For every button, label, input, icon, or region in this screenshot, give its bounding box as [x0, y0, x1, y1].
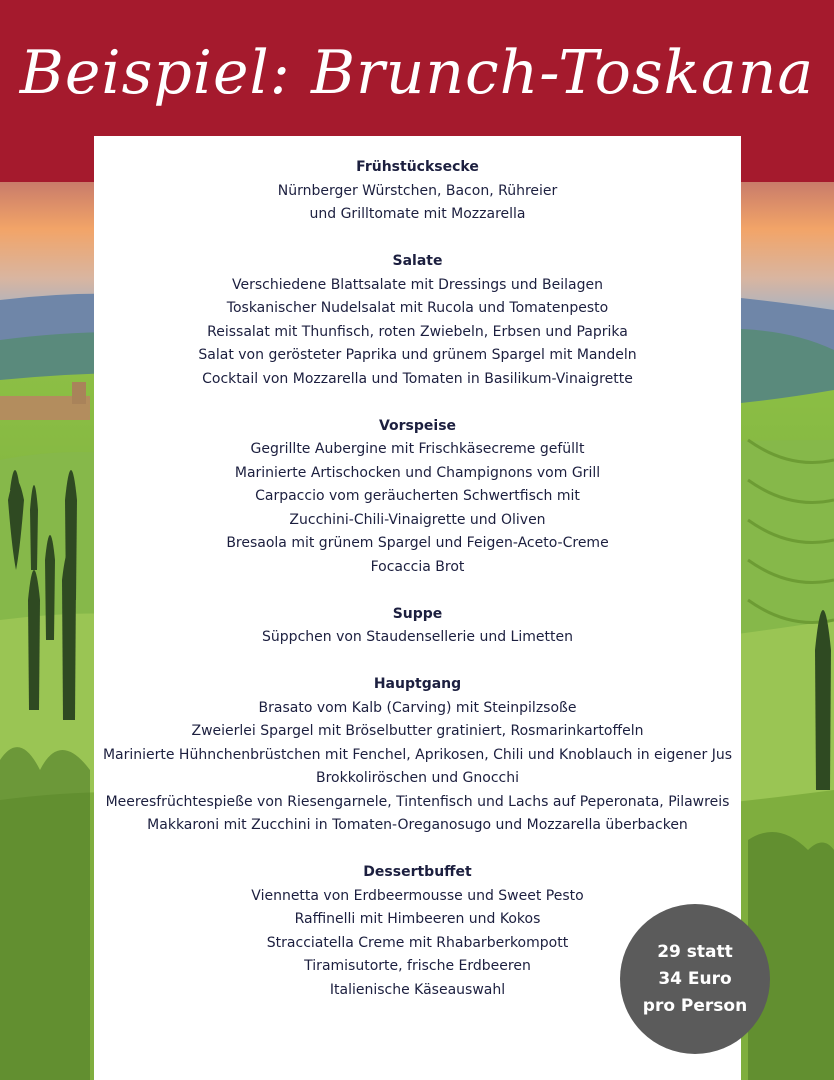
menu-item: Tiramisutorte, frische Erdbeeren: [304, 958, 531, 974]
menu-item: Carpaccio vom geräucherten Schwertfisch mit: [255, 488, 580, 504]
menu-item: Cocktail von Mozzarella und Tomaten in Basilikum-Vinaigrette: [202, 370, 633, 387]
menu-item: und Grilltomate mit Mozzarella: [309, 206, 526, 222]
menu-list: [94, 156, 741, 1026]
menu-item: Marinierte Artischocken und Champignons vom Grill: [234, 464, 601, 481]
menu-item: Focaccia Brot: [370, 558, 465, 575]
price-badge-line2: 34 Euro: [658, 968, 732, 989]
section-title: Suppe: [392, 605, 443, 622]
section-title: Vorspeise: [378, 417, 457, 434]
menu-item: Nürnberger Würstchen, Bacon, Rühreier: [277, 182, 558, 199]
price-badge: [620, 904, 770, 1054]
section-title: Frühstücksecke: [356, 159, 479, 175]
menu-section: [94, 250, 741, 391]
menu-item: Raffinelli mit Himbeeren und Kokos: [294, 911, 541, 927]
price-badge-line3: pro Person: [642, 995, 748, 1016]
menu-item: Gegrillte Aubergine mit Frischkäsecreme gefüllt: [250, 441, 585, 457]
menu-item: Verschiedene Blattsalate mit Dressings und Beilagen: [232, 276, 603, 293]
menu-section: [94, 603, 741, 650]
menu-item: Salat von gerösteter Paprika und grünem Spargel mit Mandeln: [198, 347, 637, 363]
menu-item: Stracciatella Creme mit Rhabarberkompott: [266, 934, 569, 951]
menu-section: [94, 415, 741, 580]
menu-section: [94, 156, 741, 227]
menu-item: Zucchini-Chili-Vinaigrette und Oliven: [289, 511, 546, 528]
menu-item: Toskanischer Nudelsalat mit Rucola und Tomatenpesto: [226, 300, 609, 316]
price-badge-line1: 29 statt: [657, 941, 733, 962]
menu-section: [94, 673, 741, 838]
menu-item: Bresaola mit grünem Spargel und Feigen-Aceto-Creme: [226, 535, 609, 551]
menu-item: Marinierte Hühnchenbrüstchen mit Fenchel, Aprikosen, Chili und Knoblauch in eigener Jus: [102, 746, 733, 763]
section-title: Dessertbuffet: [363, 864, 472, 880]
menu-item: Süppchen von Staudensellerie und Limetten: [262, 629, 573, 645]
menu-item: Meeresfrüchtespieße von Riesengarnele, Tintenfisch und Lachs auf Peperonata, Pilawreis: [105, 793, 730, 810]
section-title: Hauptgang: [373, 676, 462, 692]
menu-item: Italienische Käseauswahl: [329, 981, 506, 998]
menu-item: Brokkoliröschen und Gnocchi: [315, 770, 520, 786]
page-title: Beispiel: Brunch-Toskana: [19, 38, 815, 108]
menu-item: Brasato vom Kalb (Carving) mit Steinpilzsoße: [258, 699, 577, 716]
menu-item: Viennetta von Erdbeermousse und Sweet Pesto: [251, 887, 584, 904]
menu-item: Zweierlei Spargel mit Bröselbutter gratiniert, Rosmarinkartoffeln: [191, 723, 644, 739]
menu-item: Reissalat mit Thunfisch, roten Zwiebeln, Erbsen und Paprika: [207, 323, 628, 340]
menu-item: Makkaroni mit Zucchini in Tomaten-Oreganosugo und Mozzarella überbacken: [147, 817, 688, 833]
section-title: Salate: [392, 253, 443, 269]
